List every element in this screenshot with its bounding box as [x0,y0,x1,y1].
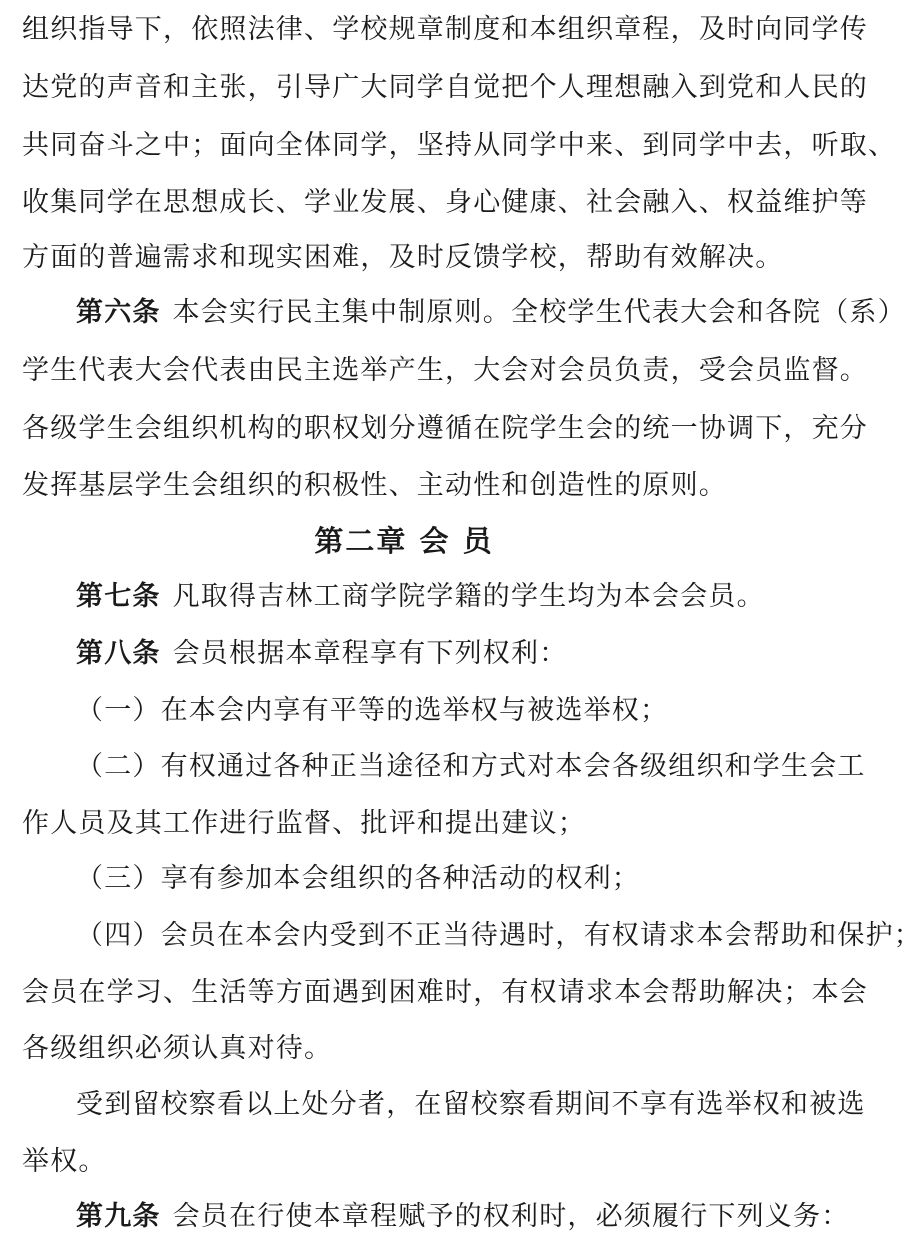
text-line: 会员在学习、生活等方面遇到困难时，有权请求本会帮助解决；本会 [22,977,868,1008]
article-6-paragraph [76,283,906,343]
article-heading: 第六条 [76,297,161,328]
article-text: 会员在行使本章程赋予的权利时，必须履行下列义务： [172,1201,850,1232]
article-7-paragraph [76,567,792,627]
article-9-paragraph [76,1187,850,1247]
list-item: （二）有权通过各种正当途径和方式对本会各级组织和学生会工 [76,751,866,782]
text-line: 举权。 [22,1146,107,1177]
text-line: 方面的普遍需求和现实困难，及时反馈学校，帮助有效解决。 [22,242,784,273]
text-line: 各级组织必须认真对待。 [22,1033,333,1064]
text-line: 学生代表大会代表由民主选举产生，大会对会员负责，受会员监督。 [22,355,868,386]
article-text: 凡取得吉林工商学院学籍的学生均为本会会员。 [172,581,765,612]
chapter-title: 第二章 会 员 [314,524,494,558]
list-item: （三）享有参加本会组织的各种活动的权利； [76,863,640,894]
text-line: 达党的声音和主张，引导广大同学自觉把个人理想融入到党和人民的 [22,72,868,103]
text-line: 共同奋斗之中；面向全体同学，坚持从同学中来、到同学中去，听取、 [22,130,897,161]
text-line: 作人员及其工作进行监督、批评和提出建议； [22,808,586,839]
article-text: 本会实行民主集中制原则。全校学生代表大会和各院（系） [172,297,906,328]
paragraph-line: 受到留校察看以上处分者，在留校察看期间不享有选举权和被选 [76,1089,866,1120]
text-line: 各级学生会组织机构的职权划分遵循在院学生会的统一协调下，充分 [22,413,868,444]
article-text: 会员根据本章程享有下列权利： [172,638,568,669]
article-heading: 第七条 [76,581,161,612]
article-heading: 第九条 [76,1201,161,1232]
text-line: 发挥基层学生会组织的积极性、主动性和创造性的原则。 [22,470,727,501]
article-heading: 第八条 [76,638,161,669]
list-item: （一）在本会内享有平等的选举权与被选举权； [76,695,669,726]
list-item: （四）会员在本会内受到不正当待遇时，有权请求本会帮助和保护； [76,920,922,951]
text-line: 组织指导下，依照法律、学校规章制度和本组织章程，及时向同学传 [22,14,868,45]
article-8-paragraph [76,624,792,684]
text-line: 收集同学在思想成长、学业发展、身心健康、社会融入、权益维护等 [22,187,868,218]
